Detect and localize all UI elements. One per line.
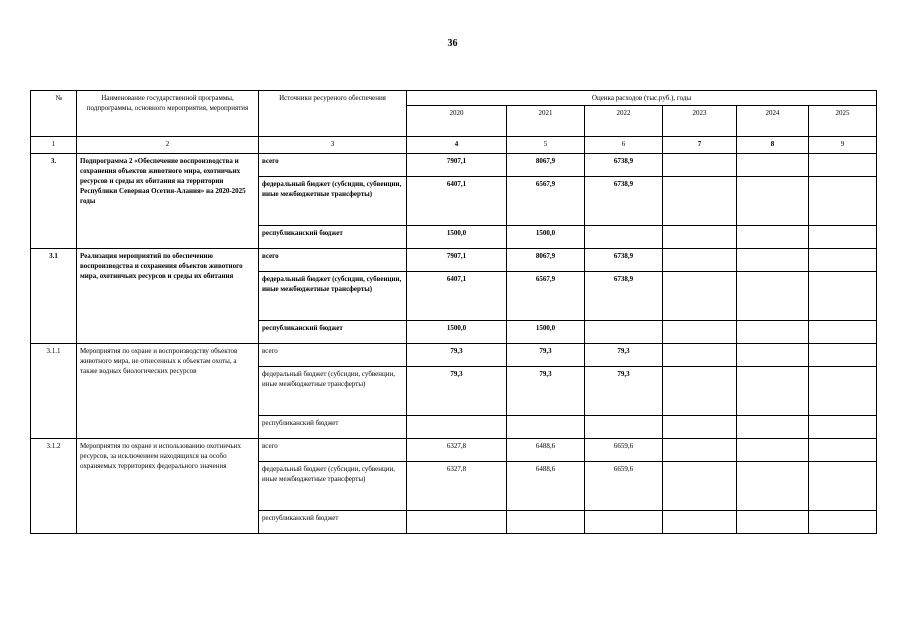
- amount-cell: 79,3: [507, 344, 585, 367]
- source-label: республиканский бюджет: [259, 511, 407, 534]
- amount-cell: 6407,1: [407, 177, 507, 226]
- row-name: Подпрограмма 2 «Обеспечение воспроизводства и сохранения объектов животного мира, охотничьих ресурсов и среды их обитания на территории Республики Северная Осетия-Алания» на 2020-2025 годы: [77, 154, 259, 249]
- amount-cell: [809, 462, 877, 511]
- amount-cell: 1500,0: [507, 226, 585, 249]
- source-label: всего: [259, 344, 407, 367]
- amount-cell: [737, 367, 809, 416]
- page-number: 36: [447, 38, 458, 49]
- amount-cell: [663, 511, 737, 534]
- amount-cell: [507, 416, 585, 439]
- amount-cell: [585, 226, 663, 249]
- amount-cell: 6738,9: [585, 177, 663, 226]
- header-estimate: Оценка расходов (тыс.руб.), годы: [407, 91, 877, 106]
- source-label: всего: [259, 439, 407, 462]
- column-index: 4: [407, 137, 507, 154]
- amount-cell: [407, 511, 507, 534]
- amount-cell: [585, 321, 663, 344]
- budget-table: [30, 90, 877, 534]
- table-row: [31, 154, 877, 177]
- amount-cell: 79,3: [407, 367, 507, 416]
- amount-cell: [663, 226, 737, 249]
- source-label: республиканский бюджет: [259, 321, 407, 344]
- year-header: 2024: [737, 106, 809, 137]
- table-row: [31, 249, 877, 272]
- amount-cell: 79,3: [585, 344, 663, 367]
- row-name: Мероприятия по охране и использованию охотничьих ресурсов, за исключением находящихся на особо охраняемых территориях федерального значения: [77, 439, 259, 534]
- source-label: республиканский бюджет: [259, 416, 407, 439]
- amount-cell: 6488,6: [507, 439, 585, 462]
- amount-cell: [663, 439, 737, 462]
- amount-cell: 79,3: [585, 367, 663, 416]
- amount-cell: [737, 416, 809, 439]
- amount-cell: 7907,1: [407, 249, 507, 272]
- amount-cell: [737, 321, 809, 344]
- amount-cell: [737, 272, 809, 321]
- amount-cell: 8067,9: [507, 249, 585, 272]
- amount-cell: [663, 249, 737, 272]
- column-index: 3: [259, 137, 407, 154]
- amount-cell: [809, 416, 877, 439]
- column-index: 1: [31, 137, 77, 154]
- amount-cell: [585, 416, 663, 439]
- table-row: [31, 344, 877, 367]
- column-index: 7: [663, 137, 737, 154]
- source-label: всего: [259, 154, 407, 177]
- column-index: 5: [507, 137, 585, 154]
- amount-cell: 1500,0: [407, 321, 507, 344]
- amount-cell: [663, 344, 737, 367]
- amount-cell: 6567,9: [507, 272, 585, 321]
- year-header: 2021: [507, 106, 585, 137]
- header-name: Наименование государственной программы, подпрограммы, основного мероприятия, мероприятия: [77, 91, 259, 137]
- amount-cell: [737, 511, 809, 534]
- year-header: 2025: [809, 106, 877, 137]
- row-code: 3.: [31, 154, 77, 249]
- amount-cell: [809, 511, 877, 534]
- amount-cell: 6567,9: [507, 177, 585, 226]
- amount-cell: 79,3: [407, 344, 507, 367]
- amount-cell: 6327,8: [407, 462, 507, 511]
- amount-cell: [809, 321, 877, 344]
- column-index-row: [31, 137, 877, 154]
- amount-cell: [663, 321, 737, 344]
- source-label: всего: [259, 249, 407, 272]
- source-label: федеральный бюджет (субсидии, субвенции, иные межбюджетные трансферты): [259, 177, 407, 226]
- year-header: 2022: [585, 106, 663, 137]
- column-index: 8: [737, 137, 809, 154]
- amount-cell: [809, 154, 877, 177]
- amount-cell: 79,3: [507, 367, 585, 416]
- source-label: федеральный бюджет (субсидии, субвенции, иные межбюджетные трансферты): [259, 272, 407, 321]
- amount-cell: [809, 249, 877, 272]
- row-name: Мероприятия по охране и воспроизводству объектов животного мира, не отнесенных к объектам охоты, а также водных биологических ресурсов: [77, 344, 259, 439]
- column-index: 9: [809, 137, 877, 154]
- amount-cell: 6738,9: [585, 249, 663, 272]
- amount-cell: 6659,6: [585, 462, 663, 511]
- amount-cell: [809, 226, 877, 249]
- amount-cell: [737, 344, 809, 367]
- amount-cell: 1500,0: [507, 321, 585, 344]
- amount-cell: [663, 462, 737, 511]
- amount-cell: [809, 367, 877, 416]
- year-header: 2023: [663, 106, 737, 137]
- source-label: федеральный бюджет (субсидии, субвенции, иные межбюджетные трансферты): [259, 462, 407, 511]
- column-index: 2: [77, 137, 259, 154]
- amount-cell: [737, 439, 809, 462]
- source-label: федеральный бюджет (субсидии, субвенции, иные межбюджетные трансферты): [259, 367, 407, 416]
- year-header: 2020: [407, 106, 507, 137]
- amount-cell: [737, 249, 809, 272]
- amount-cell: [737, 177, 809, 226]
- source-label: республиканский бюджет: [259, 226, 407, 249]
- amount-cell: 1500,0: [407, 226, 507, 249]
- header-number: №: [31, 91, 77, 137]
- row-code: 3.1.1: [31, 344, 77, 439]
- amount-cell: [737, 154, 809, 177]
- amount-cell: [809, 272, 877, 321]
- table-row: [31, 439, 877, 462]
- amount-cell: [407, 416, 507, 439]
- amount-cell: [809, 344, 877, 367]
- amount-cell: 6407,1: [407, 272, 507, 321]
- amount-cell: [737, 226, 809, 249]
- row-code: 3.1: [31, 249, 77, 344]
- amount-cell: 8067,9: [507, 154, 585, 177]
- header-source: Источники ресуреного обеспечения: [259, 91, 407, 137]
- row-name: Реализация мероприятий по обеспечению воспроизводства и сохранения объектов животного мира, охотничьих ресурсов и среды их обитания: [77, 249, 259, 344]
- amount-cell: [507, 511, 585, 534]
- amount-cell: [809, 177, 877, 226]
- amount-cell: 6488,6: [507, 462, 585, 511]
- amount-cell: [663, 416, 737, 439]
- amount-cell: [663, 367, 737, 416]
- amount-cell: [585, 511, 663, 534]
- amount-cell: 6327,8: [407, 439, 507, 462]
- amount-cell: [809, 439, 877, 462]
- amount-cell: 6659,6: [585, 439, 663, 462]
- amount-cell: [737, 462, 809, 511]
- amount-cell: [663, 272, 737, 321]
- amount-cell: 6738,9: [585, 272, 663, 321]
- row-code: 3.1.2: [31, 439, 77, 534]
- amount-cell: 7907,1: [407, 154, 507, 177]
- amount-cell: [663, 154, 737, 177]
- column-index: 6: [585, 137, 663, 154]
- amount-cell: [663, 177, 737, 226]
- amount-cell: 6738,9: [585, 154, 663, 177]
